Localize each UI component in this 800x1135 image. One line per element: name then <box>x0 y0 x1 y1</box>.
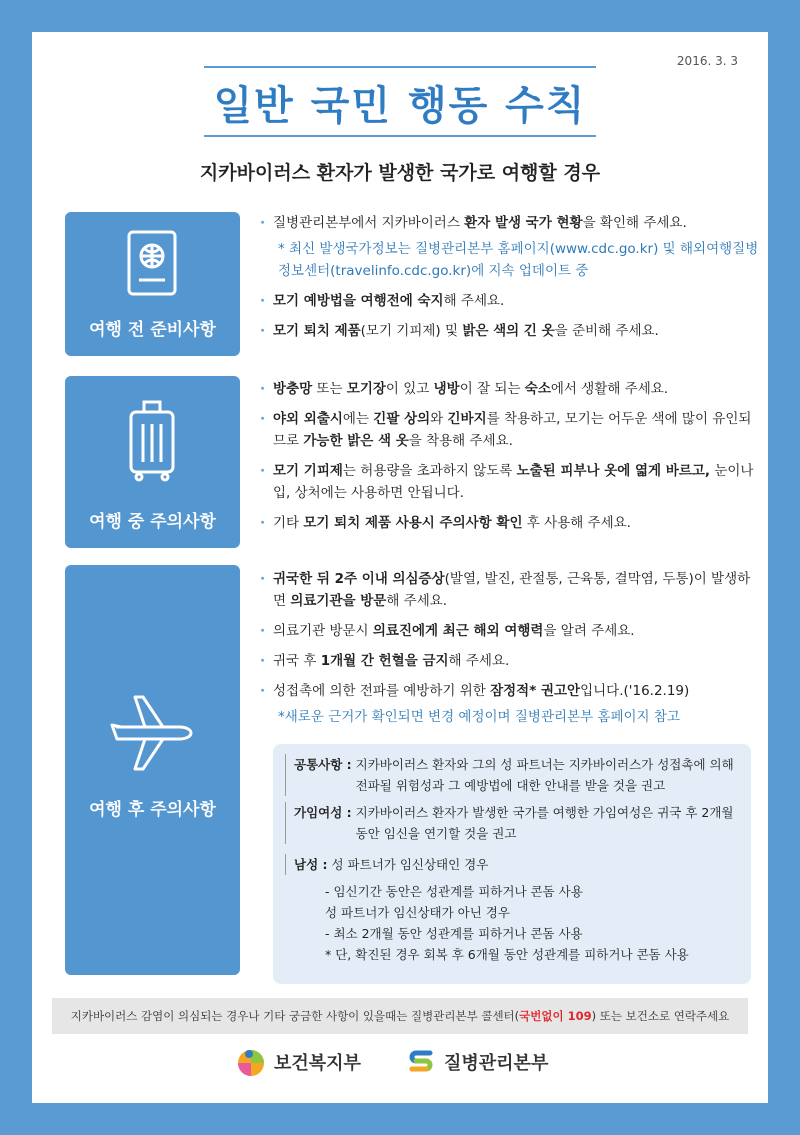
emphasis-text: 냉방 <box>433 381 460 397</box>
emphasis-text: 1개월 간 헌혈을 금지 <box>320 653 449 669</box>
mohw-name: 보건복지부 <box>274 1053 361 1074</box>
item-text: 는 허용량을 초과하지 않도록 <box>342 463 517 479</box>
list-item <box>260 460 760 504</box>
item-text: (발열, 발진, 관절통, 근육통, 결막염, 두통)이 발생하면 <box>273 571 751 609</box>
item-text: 에는 <box>342 411 374 427</box>
item-text: 기타 <box>273 515 304 531</box>
men-label: 남성 : <box>294 857 328 872</box>
common-text: 지카바이러스 환자와 그의 성 파트너는 지카바이러스가 성접촉에 의해 전파될 위험성과 그 예방법에 대한 안내를 받을 것을 권고 <box>355 757 734 793</box>
item-text: 를 착용하고, 모기는 어두운 색에 많이 유인되므로 <box>273 411 752 449</box>
item-text: 또는 <box>312 381 347 397</box>
kcdc-logo <box>406 1047 548 1077</box>
item-text: 해 주세요. <box>448 653 510 669</box>
after-travel-items <box>260 568 760 736</box>
women-label: 가임여성 : <box>294 805 352 820</box>
item-text: 에서 생활해 주세요. <box>550 381 669 397</box>
list-item <box>260 512 760 534</box>
men-text: 성 파트너가 임신상태인 경우 <box>331 857 489 872</box>
list-item <box>260 212 760 234</box>
women-guidance <box>285 802 739 844</box>
emphasis-text: 긴팔 상의 <box>373 411 431 427</box>
section-label: 여행 전 준비사항 <box>89 320 216 340</box>
section-after-travel <box>65 565 240 975</box>
page-title: 일반 국민 행동 수칙 <box>213 83 587 129</box>
item-text: (모기 기피제) 및 <box>360 323 463 339</box>
item-text: 해 주세요. <box>443 293 505 309</box>
note-text: *새로운 근거가 확인되면 변경 예정이며 질병관리본부 홈페이지 참고 <box>278 709 680 725</box>
emphasis-text: 방충망 <box>273 381 313 397</box>
note-text: * 최신 발생국가정보는 질병관리본부 홈페이지(www.cdc.go.kr) 및 해외여행질병정보센터(travelinfo.cdc.go.kr)에 지속 업데이트 중 <box>278 241 759 279</box>
date: 2016. 3. 3 <box>676 54 738 68</box>
item-text: 귀국 후 <box>273 653 321 669</box>
kcdc-name: 질병관리본부 <box>444 1053 549 1074</box>
hotline-number: 국번없이 109 <box>519 1009 592 1023</box>
item-text: 을 알려 주세요. <box>543 623 635 639</box>
item-text: 해 주세요. <box>386 593 448 609</box>
emphasis-text: 환자 발생 국가 현황 <box>464 215 583 231</box>
emphasis-text: 의료진에게 최근 해외 여행력 <box>372 623 544 639</box>
item-text: 후 사용해 주세요. <box>522 515 631 531</box>
footer-text-post: ) 또는 보건소로 연락주세요 <box>591 1009 730 1023</box>
list-item <box>260 650 760 672</box>
list-item <box>260 408 760 452</box>
kcdc-logo-icon <box>406 1047 436 1077</box>
poster <box>32 32 768 1103</box>
item-text: 눈이나 입, 상처에는 사용하면 안됩니다. <box>273 463 754 501</box>
emphasis-text: 의료기관을 방문 <box>290 593 387 609</box>
emphasis-text: 야외 외출시 <box>273 411 343 427</box>
item-text: 성접촉에 의한 전파를 예방하기 위한 <box>273 683 491 699</box>
emphasis-text: 귀국한 뒤 2주 이내 의심증상 <box>273 571 445 587</box>
item-text: 을 착용해 주세요. <box>408 433 513 449</box>
emphasis-text: 모기 예방법을 여행전에 숙지 <box>273 293 444 309</box>
section-during-travel <box>65 376 240 548</box>
common-guidance <box>285 754 739 796</box>
list-item <box>260 320 760 342</box>
list-item <box>260 290 760 312</box>
item-text: 와 <box>430 411 448 427</box>
item-text: 을 확인해 주세요. <box>582 215 687 231</box>
section-before-travel <box>65 212 240 356</box>
mohw-logo-icon <box>236 1047 266 1077</box>
men-details <box>285 881 739 965</box>
during-travel-items <box>260 378 760 542</box>
before-travel-items <box>260 212 760 350</box>
emphasis-text: 모기 기피제 <box>273 463 343 479</box>
men-line: * 단, 확진된 경우 회복 후 6개월 동안 성관계를 피하거나 콘돔 사용 <box>325 947 689 962</box>
emphasis-text: 가능한 밝은 색 옷 <box>303 433 409 449</box>
item-text: 을 준비해 주세요. <box>554 323 659 339</box>
emphasis-text: 숙소 <box>524 381 551 397</box>
men-line: 성 파트너가 임신상태가 아닌 경우 <box>325 905 510 920</box>
common-label: 공통사항 : <box>294 757 352 772</box>
men-guidance <box>285 854 739 875</box>
item-text: 의료기관 방문시 <box>273 623 373 639</box>
list-item <box>260 568 760 612</box>
footer-text-pre: 지카바이러스 감염이 의심되는 경우나 기타 궁금한 사항이 있을때는 질병관리본부 콜센터( <box>70 1009 520 1023</box>
title-block <box>204 66 596 137</box>
emphasis-text: 모기 퇴치 제품 사용시 주의사항 확인 <box>303 515 523 531</box>
emphasis-text: 밝은 색의 긴 옷 <box>462 323 555 339</box>
suitcase-icon <box>127 398 177 482</box>
passport-icon <box>127 230 177 296</box>
airplane-icon <box>109 693 195 773</box>
list-item <box>260 378 760 400</box>
subtitle: 지카바이러스 환자가 발생한 국가로 여행할 경우 <box>199 162 601 184</box>
men-line: - 최소 2개월 동안 성관계를 피하거나 콘돔 사용 <box>325 926 583 941</box>
list-item <box>260 620 760 642</box>
sexual-transmission-guidance <box>273 744 751 984</box>
emphasis-text: 모기 퇴치 제품 <box>273 323 361 339</box>
contact-footer <box>52 998 748 1034</box>
emphasis-text: 모기장 <box>346 381 386 397</box>
item-text: 이 잘 되는 <box>459 381 525 397</box>
item-text: 입니다.('16.2.19) <box>580 683 690 699</box>
men-line: - 임신기간 동안은 성관계를 피하거나 콘돔 사용 <box>325 884 583 899</box>
emphasis-text: 잠정적* 권고안 <box>490 683 581 699</box>
emphasis-text: 노출된 피부나 옷에 엷게 바르고, <box>516 463 711 479</box>
item-text: 이 있고 <box>385 381 434 397</box>
women-text: 지카바이러스 환자가 발생한 국가를 여행한 가임여성은 귀국 후 2개월 동안 임신을 연기할 것을 권고 <box>355 805 734 841</box>
item-text: 질병관리본부에서 지카바이러스 <box>273 215 465 231</box>
emphasis-text: 긴바지 <box>447 411 487 427</box>
list-item <box>260 680 760 702</box>
section-label: 여행 중 주의사항 <box>89 512 216 532</box>
mohw-logo <box>236 1047 361 1077</box>
section-label: 여행 후 주의사항 <box>89 800 216 820</box>
